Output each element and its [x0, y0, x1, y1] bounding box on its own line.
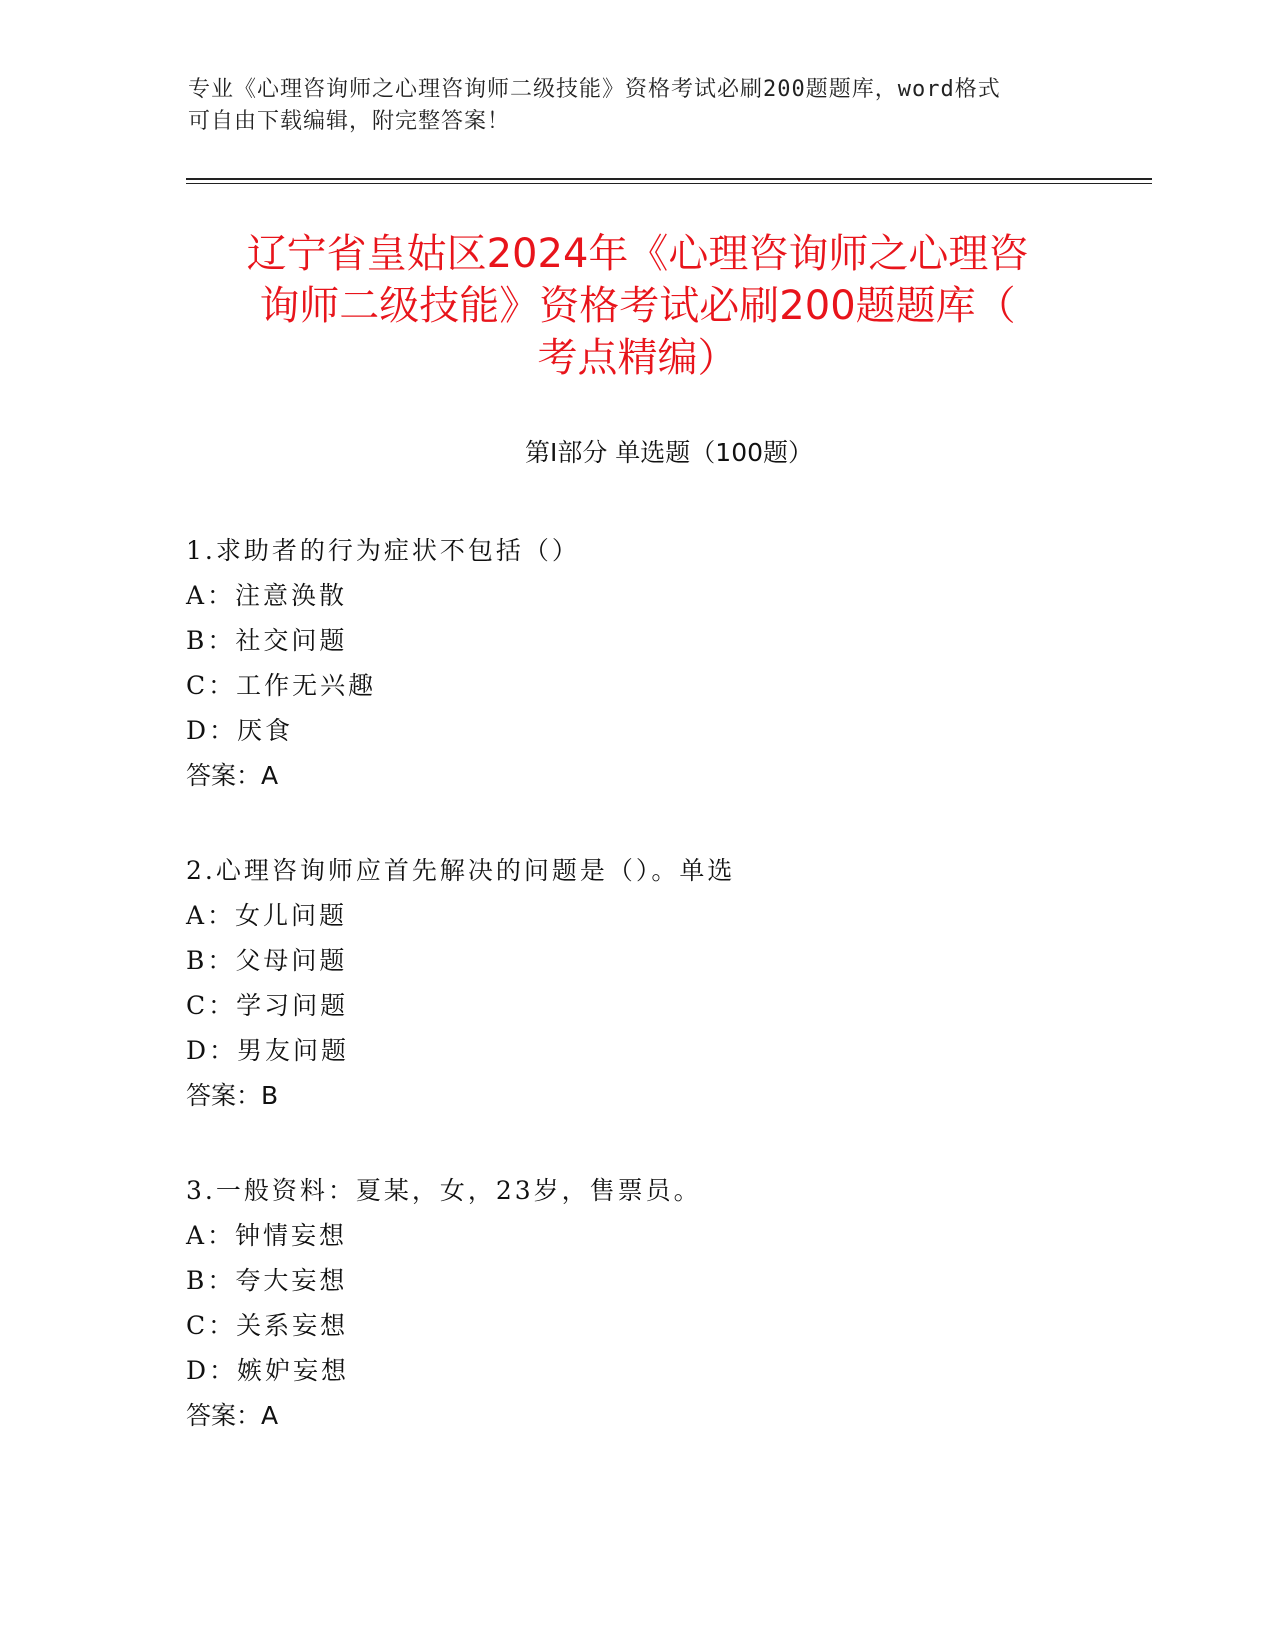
answer: 答案：A: [186, 761, 279, 790]
question-stem: 1.求助者的行为症状不包括（）: [186, 536, 580, 565]
option-d: D：厌食: [186, 716, 294, 745]
option-d: D：嫉妒妄想: [186, 1356, 350, 1385]
option-d: D：男友问题: [186, 1036, 350, 1065]
option-a: A：钟情妄想: [186, 1221, 348, 1250]
document-title: [170, 228, 1105, 384]
question-2: [186, 848, 1152, 1118]
option-a: A：注意涣散: [186, 581, 348, 610]
document-title-line-1: 辽宁省皇姑区2024年《心理咨询师之心理咨: [246, 231, 1029, 277]
answer: 答案：A: [186, 1401, 279, 1430]
header-note: [188, 74, 1088, 138]
question-list: [186, 528, 1152, 1488]
option-c: C：关系妄想: [186, 1311, 349, 1340]
document-title-line-3: 考点精编）: [537, 335, 738, 381]
option-b: B：社交问题: [186, 626, 348, 655]
header-note-line-1: 专业《心理咨询师之心理咨询师二级技能》资格考试必刷200题题库，word格式: [188, 77, 1001, 102]
option-a: A：女儿问题: [186, 901, 348, 930]
option-b: B：父母问题: [186, 946, 348, 975]
option-c: C：学习问题: [186, 991, 349, 1020]
header-note-line-2: 可自由下载编辑，附完整答案！: [188, 109, 511, 134]
section-title: 第Ⅰ部分 单选题（100题）: [524, 438, 814, 467]
question-stem: 3.一般资料：夏某，女，23岁，售票员。: [186, 1176, 702, 1205]
option-b: B：夸大妄想: [186, 1266, 348, 1295]
header-divider-thick: [186, 178, 1152, 180]
option-c: C：工作无兴趣: [186, 671, 377, 700]
question-1: [186, 528, 1152, 798]
question-stem: 2.心理咨询师应首先解决的问题是（）。单选: [186, 856, 736, 885]
document-title-line-2: 询师二级技能》资格考试必刷200题题库（: [259, 283, 1016, 329]
question-3: [186, 1168, 1152, 1438]
answer: 答案：B: [186, 1081, 279, 1110]
header-divider-thin: [186, 183, 1152, 184]
